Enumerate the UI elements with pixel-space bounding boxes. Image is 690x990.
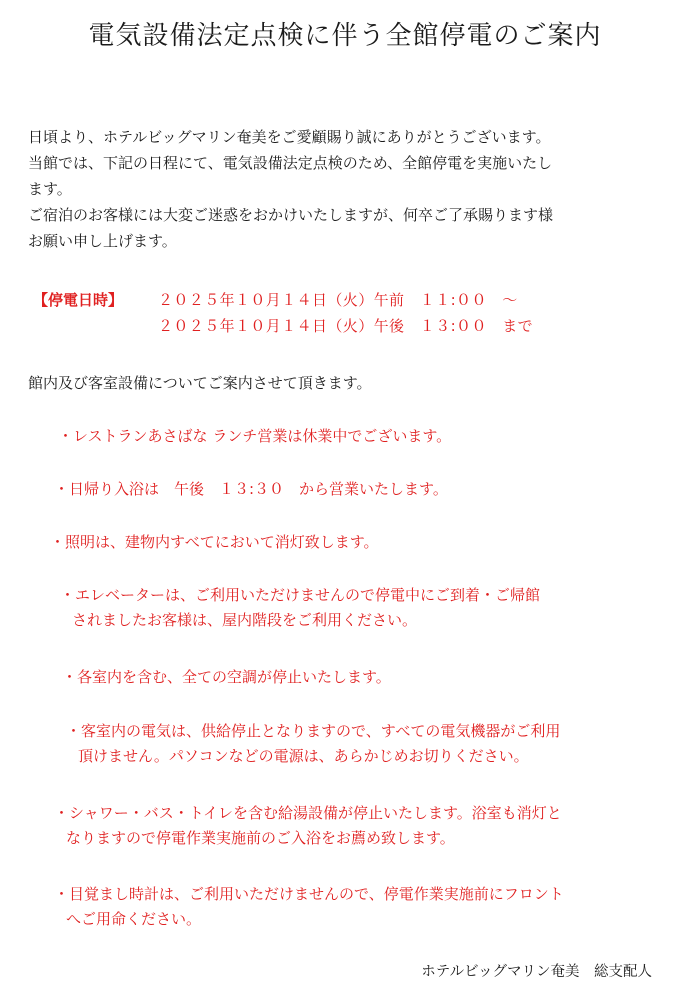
notice-item-lighting bbox=[50, 530, 379, 555]
intro-line: ご宿泊のお客様には大変ご迷惑をおかけいたしますが、何卒ご了承賜ります様 bbox=[28, 206, 554, 224]
notice-item-hot-water bbox=[54, 801, 562, 851]
notice-line: ・各室内を含む、全ての空調が停止いたします。 bbox=[62, 668, 391, 686]
intro-line: 当館では、下記の日程にて、電気設備法定点検のため、全館停電を実施いたし bbox=[28, 154, 553, 172]
schedule-start-row bbox=[33, 288, 518, 312]
notice-item-bath bbox=[54, 477, 448, 502]
notice-line: ・目覚まし時計は、ご利用いただけませんので、停電作業実施前にフロント bbox=[54, 885, 564, 903]
notice-item-electricity bbox=[66, 719, 560, 769]
notice-item-aircon bbox=[62, 665, 391, 690]
notice-line: ・照明は、建物内すべてにおいて消灯致します。 bbox=[50, 533, 379, 551]
notice-line: ・エレベーターは、ご利用いただけませんので停電中にご到着・ご帰館 bbox=[60, 586, 541, 604]
notice-line: されましたお客様は、屋内階段をご利用ください。 bbox=[72, 611, 418, 629]
notice-item-elevator bbox=[60, 583, 540, 633]
intro-line: 日頃より、ホテルビッグマリン奄美をご愛顧賜り誠にありがとうございます。 bbox=[28, 128, 551, 146]
signature: ホテルビッグマリン奄美 総支配人 bbox=[421, 964, 652, 980]
notice-line: ・レストランあさばな ランチ営業は休業中でございます。 bbox=[58, 427, 452, 445]
schedule-end-row bbox=[33, 314, 533, 338]
schedule-label: 【停電日時】 bbox=[33, 291, 124, 309]
notice-line: なりますので停電作業実施前のご入浴をお薦め致します。 bbox=[66, 829, 455, 847]
notice-line: ・シャワー・バス・トイレを含む給湯設備が停止いたします。浴室も消灯と bbox=[54, 804, 562, 822]
intro-paragraph bbox=[28, 124, 678, 254]
notice-line: ・日帰り入浴は 午後 １３:３０ から営業いたします。 bbox=[54, 480, 448, 498]
intro-line: お願い申し上げます。 bbox=[28, 232, 177, 250]
notice-line: へご用命ください。 bbox=[66, 910, 202, 928]
notice-line: 頂けません。パソコンなどの電源は、あらかじめお切りください。 bbox=[78, 747, 529, 765]
schedule-start: ２０２５年１０月１４日（火）午前 １１:００ ～ bbox=[158, 291, 518, 309]
notice-line: ・客室内の電気は、供給停止となりますので、すべての電気機器がご利用 bbox=[66, 722, 561, 740]
intro-line: ます。 bbox=[28, 180, 72, 198]
notice-item-alarm-clock bbox=[54, 882, 564, 932]
schedule-end: ２０２５年１０月１４日（火）午後 １３:００ まで bbox=[158, 317, 534, 335]
guide-text: 館内及び客室設備についてご案内させて頂きます。 bbox=[28, 374, 372, 392]
notice-item-restaurant bbox=[58, 424, 451, 449]
page-title: 電気設備法定点検に伴う全館停電のご案内 bbox=[88, 21, 602, 51]
